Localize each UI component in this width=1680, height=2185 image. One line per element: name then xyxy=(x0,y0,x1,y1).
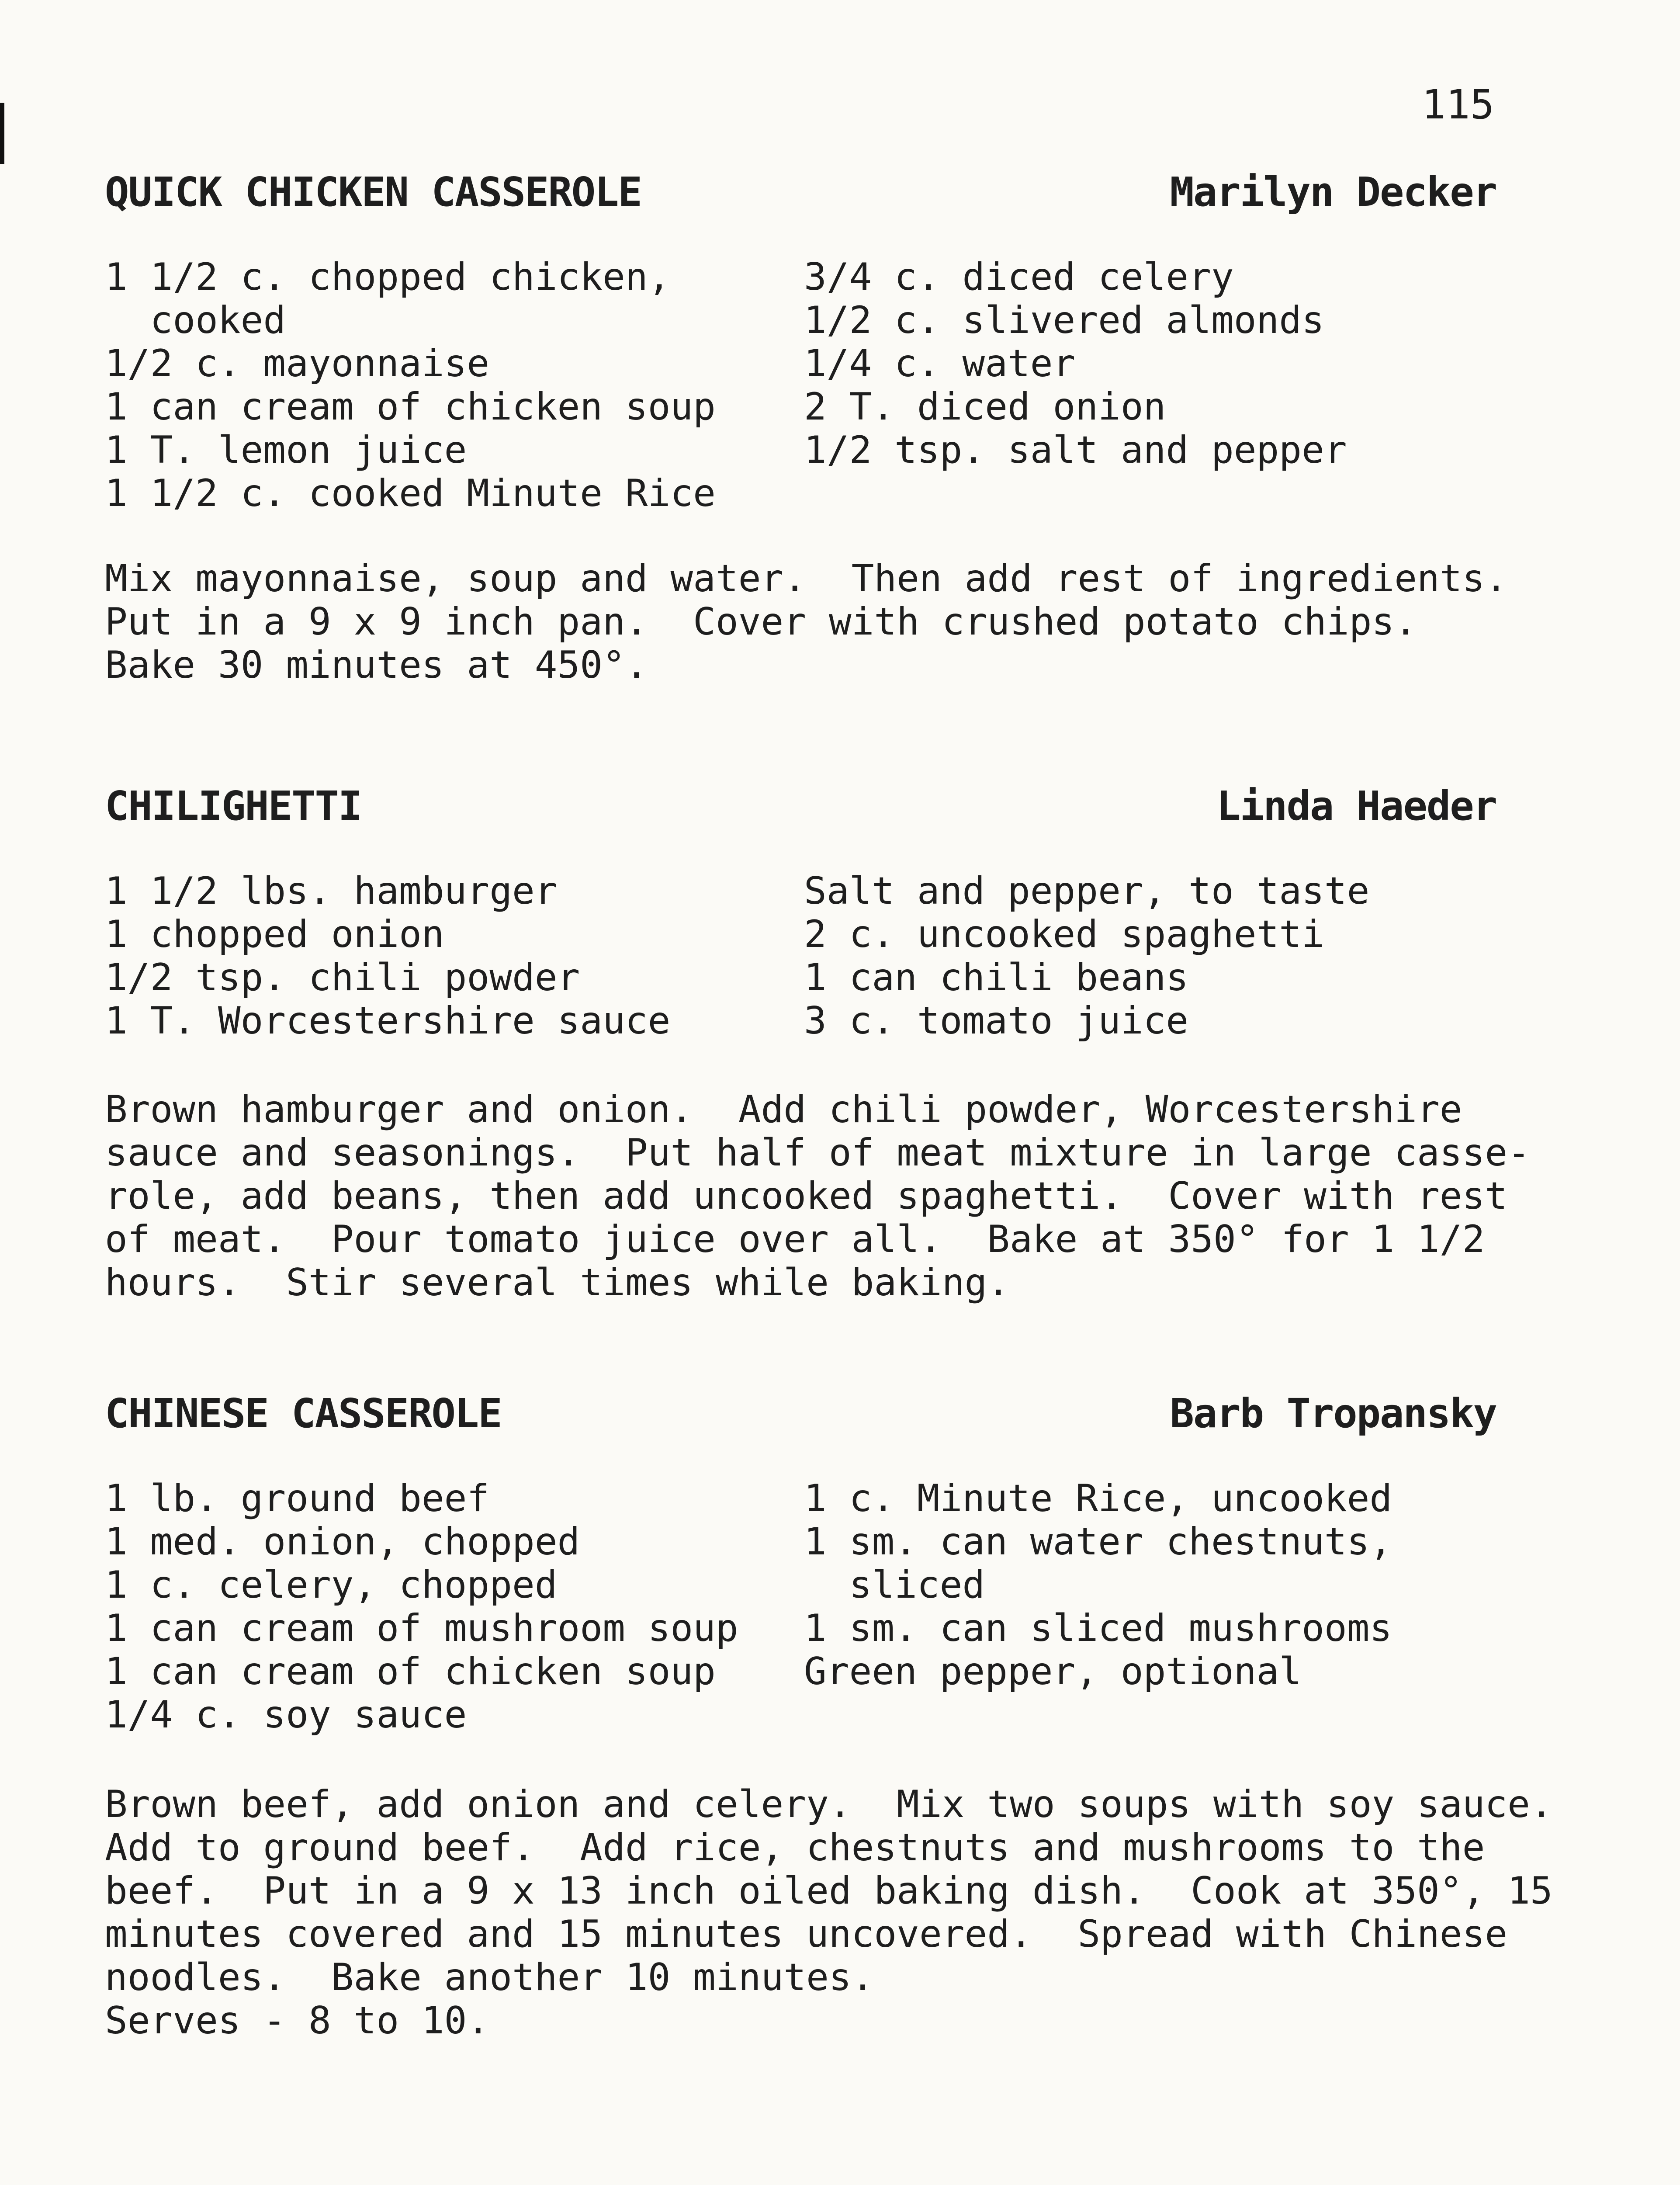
direction-line: role, add beans, then add uncooked spaghetti. Cover with rest xyxy=(105,1174,1508,1218)
ingredient-line: 1 med. onion, chopped xyxy=(105,1520,580,1564)
ingredient-line: 1 can cream of chicken soup xyxy=(105,1650,716,1693)
ingredient-column-left xyxy=(105,256,795,515)
recipe-quick-chicken-casserole xyxy=(105,168,1508,687)
ingredient-line: cooked xyxy=(105,298,286,342)
direction-line: sauce and seasonings. Put half of meat mixture in large casse- xyxy=(105,1131,1530,1175)
direction-line: Serves - 8 to 10. xyxy=(105,1999,490,2043)
ingredient-line: 1 1/2 c. chopped chicken, xyxy=(105,255,671,299)
binding-edge-mark xyxy=(0,103,4,164)
ingredient-line: 1 T. Worcestershire sauce xyxy=(105,999,671,1043)
ingredient-line: 2 T. diced onion xyxy=(804,385,1166,429)
recipe-chilighetti xyxy=(105,782,1530,1304)
recipe-header xyxy=(105,782,1496,830)
recipe-header xyxy=(105,168,1496,216)
recipe-author: Barb Tropansky xyxy=(1170,1390,1496,1437)
ingredient-line: 1/2 tsp. salt and pepper xyxy=(804,428,1347,472)
direction-line: Bake 30 minutes at 450°. xyxy=(105,643,648,687)
direction-line: hours. Stir several times while baking. xyxy=(105,1261,1010,1304)
ingredient-line: 3 c. tomato juice xyxy=(804,999,1189,1043)
ingredient-line: 1/4 c. water xyxy=(804,342,1076,385)
ingredient-line: 1 can cream of chicken soup xyxy=(105,385,716,429)
direction-line: noodles. Bake another 10 minutes. xyxy=(105,1956,874,1999)
ingredient-column-right xyxy=(804,870,1496,1043)
ingredient-line: Green pepper, optional xyxy=(804,1650,1302,1693)
ingredient-column-left xyxy=(105,870,795,1043)
ingredient-line: 1 can chili beans xyxy=(804,956,1189,999)
ingredient-column-right xyxy=(804,1477,1496,1693)
direction-line: Add to ground beef. Add rice, chestnuts and mushrooms to the xyxy=(105,1826,1485,1869)
ingredient-line: 1/4 c. soy sauce xyxy=(105,1693,467,1737)
direction-line: Brown beef, add onion and celery. Mix two soups with soy sauce. xyxy=(105,1783,1553,1826)
recipe-title: CHINESE CASSEROLE xyxy=(105,1390,502,1437)
direction-line: Mix mayonnaise, soup and water. Then add rest of ingredients. xyxy=(105,557,1508,600)
ingredient-column-right xyxy=(804,256,1496,472)
direction-line: Brown hamburger and onion. Add chili powder, Worcestershire xyxy=(105,1088,1462,1131)
ingredient-column-left xyxy=(105,1477,795,1737)
ingredient-line: Salt and pepper, to taste xyxy=(804,869,1370,913)
ingredient-line: 1 c. Minute Rice, uncooked xyxy=(804,1477,1392,1520)
recipe-author: Marilyn Decker xyxy=(1170,169,1496,215)
direction-line: minutes covered and 15 minutes uncovered. Spread with Chinese xyxy=(105,1912,1508,1956)
ingredient-line: 1 sm. can water chestnuts, xyxy=(804,1520,1392,1564)
recipe-directions xyxy=(105,1783,1553,2043)
ingredient-line: 3/4 c. diced celery xyxy=(804,255,1234,299)
recipe-header xyxy=(105,1390,1496,1438)
ingredient-line: 1/2 c. mayonnaise xyxy=(105,342,490,385)
ingredient-list xyxy=(105,870,1496,1044)
direction-line: Put in a 9 x 9 inch pan. Cover with crushed potato chips. xyxy=(105,600,1417,644)
recipe-chinese-casserole xyxy=(105,1390,1553,2043)
ingredient-list xyxy=(105,256,1496,518)
ingredient-line: 1 T. lemon juice xyxy=(105,428,467,472)
ingredient-list xyxy=(105,1477,1496,1739)
ingredient-line: 1 c. celery, chopped xyxy=(105,1563,558,1607)
recipe-directions xyxy=(105,557,1508,687)
recipe-author: Linda Haeder xyxy=(1216,783,1496,829)
recipe-title: CHILIGHETTI xyxy=(105,783,362,829)
ingredient-line: 1 lb. ground beef xyxy=(105,1477,490,1520)
ingredient-line: 2 c. uncooked spaghetti xyxy=(804,912,1324,956)
ingredient-line: 1/2 tsp. chili powder xyxy=(105,956,580,999)
ingredient-line: 1 1/2 lbs. hamburger xyxy=(105,869,558,913)
direction-line: of meat. Pour tomato juice over all. Bake at 350° for 1 1/2 xyxy=(105,1217,1485,1261)
ingredient-line: 1 sm. can sliced mushrooms xyxy=(804,1606,1392,1650)
ingredient-line: 1 1/2 c. cooked Minute Rice xyxy=(105,472,716,515)
recipe-directions xyxy=(105,1088,1530,1304)
page-number: 115 xyxy=(1421,81,1494,128)
ingredient-line: 1 chopped onion xyxy=(105,912,444,956)
ingredient-line: sliced xyxy=(804,1563,985,1607)
direction-line: beef. Put in a 9 x 13 inch oiled baking dish. Cook at 350°, 15 xyxy=(105,1869,1553,1913)
recipe-title: QUICK CHICKEN CASSEROLE xyxy=(105,169,641,215)
ingredient-line: 1 can cream of mushroom soup xyxy=(105,1606,738,1650)
ingredient-line: 1/2 c. slivered almonds xyxy=(804,298,1324,342)
